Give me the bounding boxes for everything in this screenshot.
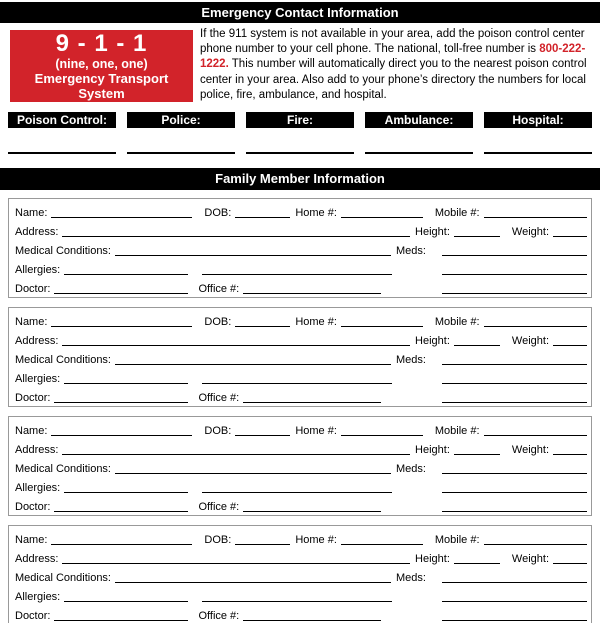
height-line (454, 332, 500, 346)
height-line (454, 550, 500, 564)
meds-label: Meds: (396, 354, 426, 366)
paragraph-text-before: If the 911 system is not available in your area, add the poison control center phone number to your cell phone. The national, toll-free number is (200, 28, 585, 56)
home-phone-label: Home #: (295, 534, 337, 546)
member-row-allergies (15, 479, 587, 498)
contact-column-hospital (484, 112, 592, 154)
meds-continuation-line-2 (442, 498, 587, 512)
mobile-phone-line (484, 422, 587, 436)
paragraph-text-after: This number will automatically direct you to the nearest poison control center in your area. Also add to your phone’s directory the numbers for local police, fire, ambulance, and hospital. (200, 58, 587, 101)
medical-conditions-line (115, 242, 391, 256)
name-label: Name: (15, 425, 48, 437)
meds-continuation-line (442, 261, 587, 275)
name-label: Name: (15, 207, 48, 219)
emergency-contacts-strip (8, 112, 592, 154)
office-phone-label: Office #: (198, 392, 240, 404)
name-line (51, 422, 192, 436)
meds-label: Meds: (396, 463, 426, 475)
member-row-allergies (15, 261, 587, 280)
allergies-label: Allergies: (15, 482, 61, 494)
weight-label: Weight: (511, 226, 549, 238)
contact-column-poison-control (8, 112, 116, 154)
doctor-label: Doctor: (15, 610, 51, 622)
medical-conditions-label: Medical Conditions: (15, 463, 111, 475)
home-phone-label: Home #: (295, 207, 337, 219)
member-row-doctor (15, 389, 587, 408)
meds-line (442, 569, 587, 583)
medical-conditions-line (115, 569, 391, 583)
page-title: Emergency Contact Information (0, 2, 600, 23)
weight-label: Weight: (511, 444, 549, 456)
home-phone-label: Home #: (295, 425, 337, 437)
allergies-continuation-line (202, 588, 392, 602)
weight-line (553, 550, 587, 564)
height-label: Height: (415, 444, 450, 456)
allergies-label: Allergies: (15, 591, 61, 603)
weight-line (553, 441, 587, 455)
allergies-continuation-line (202, 370, 392, 384)
member-row-medical (15, 569, 587, 588)
mobile-phone-label: Mobile #: (434, 207, 480, 219)
dob-line (235, 313, 290, 327)
meds-continuation-line (442, 479, 587, 493)
height-line (454, 441, 500, 455)
contact-column-fire (246, 112, 354, 154)
poison-control-label: Poison Control: (8, 112, 116, 128)
home-phone-line (341, 204, 423, 218)
member-row-doctor (15, 607, 587, 623)
weight-label: Weight: (511, 335, 549, 347)
member-row-allergies (15, 370, 587, 389)
mobile-phone-line (484, 313, 587, 327)
dob-label: DOB: (204, 316, 232, 328)
address-line (62, 441, 410, 455)
address-line (62, 223, 410, 237)
member-row-allergies (15, 588, 587, 607)
allergies-label: Allergies: (15, 373, 61, 385)
home-phone-label: Home #: (295, 316, 337, 328)
name-line (51, 204, 192, 218)
height-line (454, 223, 500, 237)
member-row-identity (15, 204, 587, 223)
office-phone-line (243, 280, 381, 294)
doctor-label: Doctor: (15, 501, 51, 513)
911-subtitle: (nine, one, one) (55, 57, 148, 71)
member-row-medical (15, 351, 587, 370)
mobile-phone-line (484, 204, 587, 218)
mobile-phone-label: Mobile #: (434, 316, 480, 328)
meds-continuation-line (442, 370, 587, 384)
medical-conditions-label: Medical Conditions: (15, 354, 111, 366)
member-row-identity (15, 313, 587, 332)
meds-line (442, 351, 587, 365)
meds-line (442, 242, 587, 256)
address-line (62, 332, 410, 346)
meds-label: Meds: (396, 245, 426, 257)
doctor-line (54, 498, 188, 512)
dob-line (235, 422, 290, 436)
hospital-blank-line (484, 152, 592, 154)
member-row-doctor (15, 280, 587, 299)
meds-line (442, 460, 587, 474)
meds-continuation-line-2 (442, 389, 587, 403)
address-label: Address: (15, 553, 59, 565)
address-label: Address: (15, 335, 59, 347)
doctor-label: Doctor: (15, 283, 51, 295)
fire-label: Fire: (246, 112, 354, 128)
medical-conditions-line (115, 460, 391, 474)
meds-continuation-line-2 (442, 280, 587, 294)
height-label: Height: (415, 226, 450, 238)
dob-label: DOB: (204, 534, 232, 546)
office-phone-label: Office #: (198, 610, 240, 622)
allergies-line (64, 261, 188, 275)
office-phone-line (243, 607, 381, 621)
member-row-address (15, 332, 587, 351)
allergies-line (64, 370, 188, 384)
member-row-address (15, 550, 587, 569)
name-line (51, 531, 192, 545)
member-row-address (15, 223, 587, 242)
allergies-continuation-line (202, 479, 392, 493)
weight-line (553, 223, 587, 237)
address-label: Address: (15, 226, 59, 238)
mobile-phone-label: Mobile #: (434, 534, 480, 546)
poison-control-blank-line (8, 152, 116, 154)
ambulance-blank-line (365, 152, 473, 154)
mobile-phone-label: Mobile #: (434, 425, 480, 437)
allergies-continuation-line (202, 261, 392, 275)
address-label: Address: (15, 444, 59, 456)
member-row-medical (15, 242, 587, 261)
office-phone-label: Office #: (198, 283, 240, 295)
office-phone-line (243, 498, 381, 512)
contact-column-police (127, 112, 235, 154)
height-label: Height: (415, 335, 450, 347)
allergies-line (64, 588, 188, 602)
police-label: Police: (127, 112, 235, 128)
poison-control-paragraph (200, 27, 594, 103)
office-phone-label: Office #: (198, 501, 240, 513)
911-number: 9 - 1 - 1 (55, 30, 148, 57)
meds-continuation-line-2 (442, 607, 587, 621)
name-line (51, 313, 192, 327)
weight-line (553, 332, 587, 346)
dob-label: DOB: (204, 425, 232, 437)
fire-blank-line (246, 152, 354, 154)
name-label: Name: (15, 316, 48, 328)
office-phone-line (243, 389, 381, 403)
ambulance-label: Ambulance: (365, 112, 473, 128)
member-row-identity (15, 422, 587, 441)
dob-line (235, 531, 290, 545)
doctor-line (54, 280, 188, 294)
home-phone-line (341, 422, 423, 436)
911-caption: Emergency Transport System (34, 71, 169, 101)
member-row-medical (15, 460, 587, 479)
medical-conditions-label: Medical Conditions: (15, 245, 111, 257)
name-label: Name: (15, 534, 48, 546)
dob-line (235, 204, 290, 218)
meds-continuation-line (442, 588, 587, 602)
family-member-section-title: Family Member Information (0, 168, 600, 190)
member-row-address (15, 441, 587, 460)
doctor-label: Doctor: (15, 392, 51, 404)
poison-control-phone-number: 800-222-1222. (200, 43, 586, 71)
meds-label: Meds: (396, 572, 426, 584)
medical-conditions-line (115, 351, 391, 365)
doctor-line (54, 389, 188, 403)
family-member-card (8, 307, 592, 407)
family-member-card (8, 198, 592, 298)
family-member-card (8, 525, 592, 623)
home-phone-line (341, 531, 423, 545)
allergies-line (64, 479, 188, 493)
police-blank-line (127, 152, 235, 154)
address-line (62, 550, 410, 564)
contact-column-ambulance (365, 112, 473, 154)
weight-label: Weight: (511, 553, 549, 565)
member-row-identity (15, 531, 587, 550)
911-panel (10, 30, 193, 102)
hospital-label: Hospital: (484, 112, 592, 128)
family-member-card (8, 416, 592, 516)
dob-label: DOB: (204, 207, 232, 219)
doctor-line (54, 607, 188, 621)
height-label: Height: (415, 553, 450, 565)
home-phone-line (341, 313, 423, 327)
allergies-label: Allergies: (15, 264, 61, 276)
member-row-doctor (15, 498, 587, 517)
medical-conditions-label: Medical Conditions: (15, 572, 111, 584)
mobile-phone-line (484, 531, 587, 545)
